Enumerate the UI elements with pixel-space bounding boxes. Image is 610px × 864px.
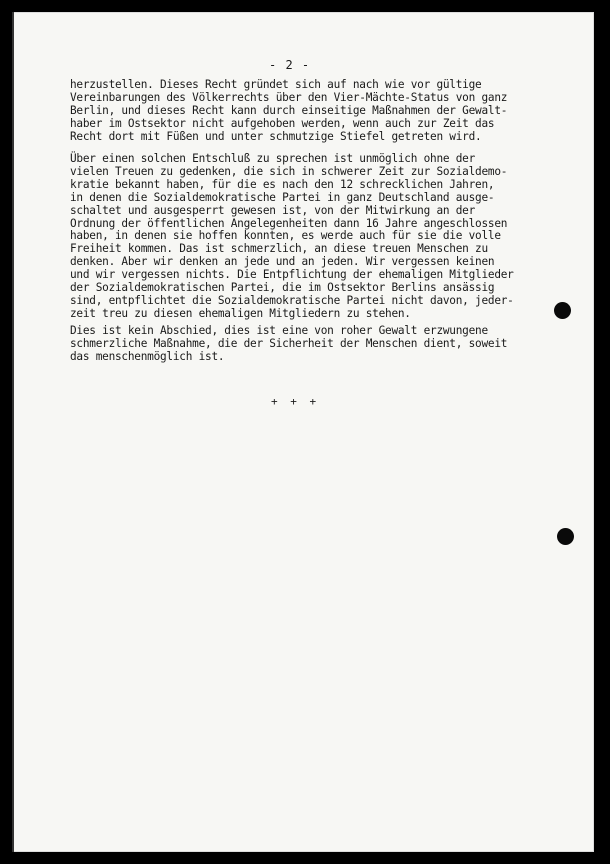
text-line: und wir vergessen nichts. Die Entpflichtung der ehemaligen Mitglieder — [70, 268, 514, 282]
text-line: Berlin, und dieses Recht kann durch einseitige Maßnahmen der Gewalt- — [70, 103, 508, 117]
section-separator: + + + — [271, 395, 320, 408]
text-line: Über einen solchen Entschluß zu sprechen ist unmöglich ohne der — [70, 152, 476, 165]
text-line: herzustellen. Dieses Recht gründet sich auf nach wie vor gültige — [70, 78, 482, 91]
page-number: - 2 - — [269, 58, 311, 72]
text-line: sind, entpflichtet die Sozialdemokratische Partei nicht davon, jeder- — [70, 293, 514, 307]
text-line: Dies ist kein Abschied, dies ist eine von roher Gewalt erzwungene — [70, 324, 488, 337]
text-line: zeit treu zu diesen ehemaligen Mitgliedern zu stehen. — [70, 306, 411, 320]
text-line: schmerzliche Maßnahme, die der Sicherheit der Menschen dient, soweit — [70, 336, 508, 350]
text-line: schaltet und ausgesperrt gewesen ist, von der Mitwirkung an der — [70, 203, 476, 217]
text-line: Vereinbarungen des Völkerrechts über den Vier-Mächte-Status von ganz — [70, 90, 508, 104]
text-line: das menschenmöglich ist. — [70, 349, 225, 363]
text-line: in denen die Sozialdemokratische Partei in ganz Deutschland ausge- — [70, 190, 495, 204]
paragraph-1 — [70, 79, 507, 144]
text-line: kratie bekannt haben, für die es nach den 12 schrecklichen Jahren, — [70, 177, 495, 191]
text-line: haber im Ostsektor nicht aufgehoben werden, wenn auch zur Zeit das — [70, 116, 495, 130]
text-line: Ordnung der öffentlichen Angelegenheiten dann 16 Jahre angeschlossen — [70, 216, 508, 230]
text-line: Recht dort mit Füßen und unter schmutzige Stiefel getreten wird. — [70, 129, 482, 143]
paragraph-3 — [70, 325, 507, 364]
punch-hole — [557, 528, 574, 545]
text-line: haben, in denen sie hoffen konnten, es werde auch für sie die volle — [70, 229, 501, 243]
paragraph-2 — [70, 153, 514, 321]
text-line: Freiheit kommen. Das ist schmerzlich, an diese treuen Menschen zu — [70, 242, 488, 256]
punch-hole — [554, 302, 571, 319]
page-edge — [12, 12, 14, 852]
text-line: denken. Aber wir denken an jede und an jeden. Wir vergessen keinen — [70, 255, 495, 269]
text-line: der Sozialdemokratischen Partei, die im Ostsektor Berlins ansässig — [70, 281, 495, 295]
text-line: vielen Treuen zu gedenken, die sich in schwerer Zeit zur Sozialdemo- — [70, 164, 508, 178]
